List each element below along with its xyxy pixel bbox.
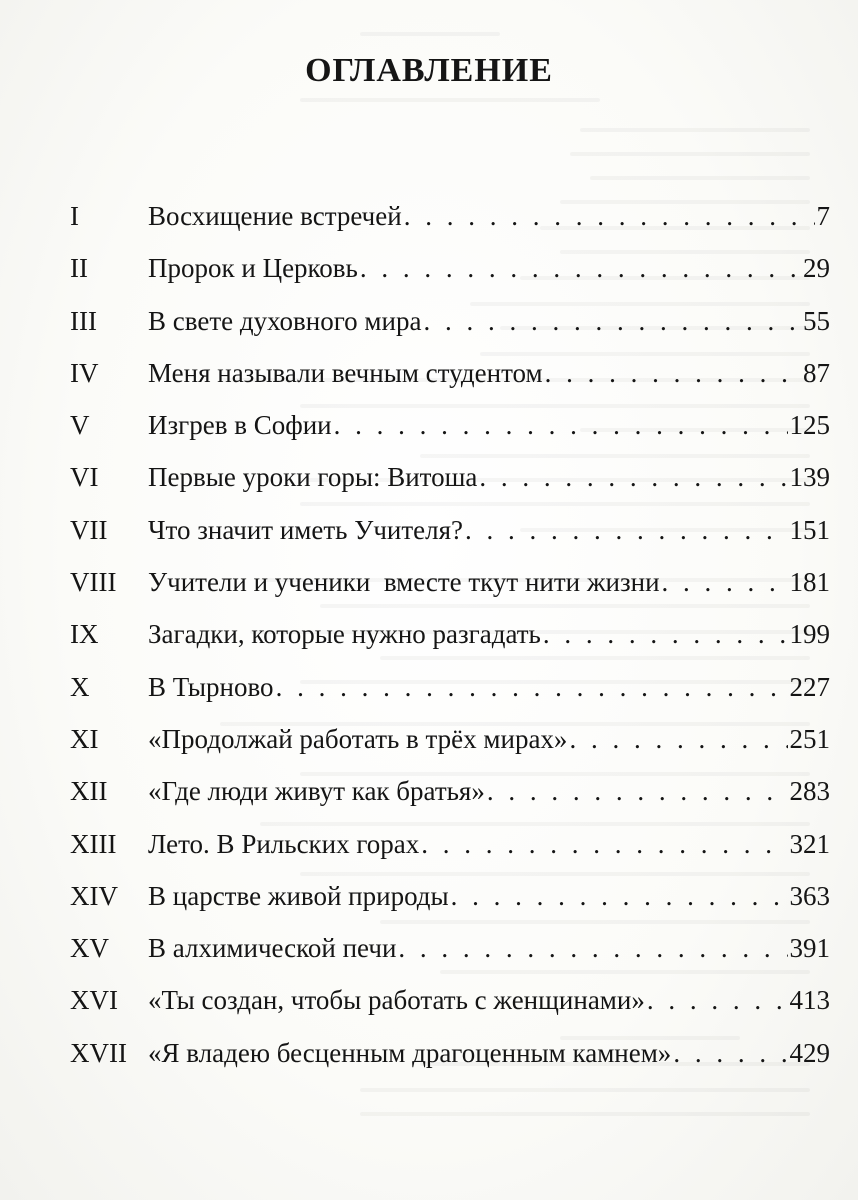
toc-entry xyxy=(70,713,830,765)
toc-entry xyxy=(70,818,830,870)
toc-entry xyxy=(70,295,830,347)
page-title: ОГЛАВЛЕНИЕ xyxy=(305,52,553,89)
toc-entry xyxy=(70,347,830,399)
chapter-title: Изгрев в Софии xyxy=(148,410,332,441)
chapter-title: Лето. В Рильских горах xyxy=(148,828,420,859)
page-number: 7 xyxy=(816,201,830,231)
chapter-number: IX xyxy=(70,619,99,650)
toc-entry xyxy=(70,399,830,451)
chapter-number: XI xyxy=(70,723,99,754)
chapter-number: IV xyxy=(70,357,99,388)
chapter-title: В Тырново xyxy=(148,671,274,702)
toc-entry xyxy=(70,870,830,922)
page-number: 429 xyxy=(789,1037,830,1068)
chapter-number: XVII xyxy=(70,1037,127,1068)
toc-entry xyxy=(70,1027,830,1079)
dot-leader xyxy=(673,1027,787,1079)
chapter-number: I xyxy=(70,201,79,231)
toc-entry-body xyxy=(148,295,830,347)
toc-entry xyxy=(70,922,830,974)
dot-leader xyxy=(545,347,801,399)
page-number: 151 xyxy=(789,514,830,545)
chapter-title: Пророк и Церковь xyxy=(148,253,358,284)
toc-entry-body xyxy=(148,556,830,608)
toc-entry-body xyxy=(148,713,830,765)
toc-entry xyxy=(70,556,830,608)
dot-leader xyxy=(662,556,788,608)
chapter-title: Учители и ученики вместе ткут нити жизни xyxy=(148,567,660,598)
toc-entry-body xyxy=(148,190,830,242)
toc-entry-body xyxy=(148,922,830,974)
dot-leader xyxy=(360,242,801,294)
toc-entry-body xyxy=(148,347,830,399)
dot-leader xyxy=(479,451,787,503)
page-number: 321 xyxy=(789,828,830,859)
chapter-title: «Ты создан, чтобы работать с женщинами» xyxy=(148,985,645,1016)
page-number: 391 xyxy=(789,933,830,964)
page-number: 55 xyxy=(803,305,830,336)
chapter-title: «Я владею бесценным драгоценным камнем» xyxy=(148,1037,672,1068)
toc-entry xyxy=(70,504,830,556)
chapter-number: V xyxy=(70,410,90,441)
dot-leader xyxy=(569,713,787,765)
page-number: 139 xyxy=(789,462,830,493)
chapter-number: XV xyxy=(70,933,109,964)
chapter-number: III xyxy=(70,305,97,336)
chapter-number: XVI xyxy=(70,985,118,1016)
dot-leader xyxy=(543,608,788,660)
chapter-title: В алхимической печи xyxy=(148,933,397,964)
table-of-contents xyxy=(70,190,830,1079)
chapter-title: Восхищение встречей xyxy=(148,201,402,231)
chapter-title: «Где люди живут как братья» xyxy=(148,776,485,807)
chapter-number: VIII xyxy=(70,567,117,598)
page-number: 227 xyxy=(789,671,830,702)
toc-entry xyxy=(70,190,830,242)
dot-leader xyxy=(421,818,787,870)
dot-leader xyxy=(647,974,788,1026)
chapter-number: XIII xyxy=(70,828,117,859)
chapter-number: II xyxy=(70,253,88,284)
toc-entry-body xyxy=(148,765,830,817)
chapter-number: XIV xyxy=(70,880,118,911)
dot-leader xyxy=(398,922,787,974)
page-number: 199 xyxy=(789,619,830,650)
toc-entry-body xyxy=(148,608,830,660)
page-number: 29 xyxy=(803,253,830,284)
dot-leader xyxy=(465,504,787,556)
page-number: 363 xyxy=(789,880,830,911)
chapter-title: В свете духовного мира xyxy=(148,305,422,336)
chapter-title: Меня называли вечным студентом xyxy=(148,357,543,388)
dot-leader xyxy=(487,765,788,817)
toc-entry-body xyxy=(148,399,830,451)
page-number: 125 xyxy=(789,410,830,441)
page-number: 181 xyxy=(789,567,830,598)
dot-leader xyxy=(404,190,815,242)
chapter-number: VII xyxy=(70,514,108,545)
toc-entry-body xyxy=(148,242,830,294)
toc-entry-body xyxy=(148,451,830,503)
chapter-title: Загадки, которые нужно разгадать xyxy=(148,619,541,650)
chapter-title: Что значит иметь Учителя? xyxy=(148,514,464,545)
toc-entry-body xyxy=(148,818,830,870)
chapter-number: VI xyxy=(70,462,99,493)
toc-entry xyxy=(70,242,830,294)
toc-entry-body xyxy=(148,974,830,1026)
toc-entry xyxy=(70,451,830,503)
dot-leader xyxy=(451,870,788,922)
dot-leader xyxy=(334,399,788,451)
page-number: 283 xyxy=(789,776,830,807)
dot-leader xyxy=(276,661,788,713)
chapter-title: Первые уроки горы: Витоша xyxy=(148,462,478,493)
toc-entry-body xyxy=(148,504,830,556)
chapter-number: XII xyxy=(70,776,108,807)
toc-entry xyxy=(70,661,830,713)
chapter-title: «Продолжай работать в трёх мирах» xyxy=(148,723,568,754)
toc-entry-body xyxy=(148,661,830,713)
toc-entry xyxy=(70,608,830,660)
page-number: 413 xyxy=(789,985,830,1016)
toc-entry-body xyxy=(148,870,830,922)
page-number: 87 xyxy=(803,357,830,388)
chapter-number: X xyxy=(70,671,90,702)
page-number: 251 xyxy=(789,723,830,754)
toc-entry xyxy=(70,974,830,1026)
chapter-title: В царстве живой природы xyxy=(148,880,449,911)
dot-leader xyxy=(423,295,801,347)
toc-entry xyxy=(70,765,830,817)
toc-entry-body xyxy=(148,1027,830,1079)
